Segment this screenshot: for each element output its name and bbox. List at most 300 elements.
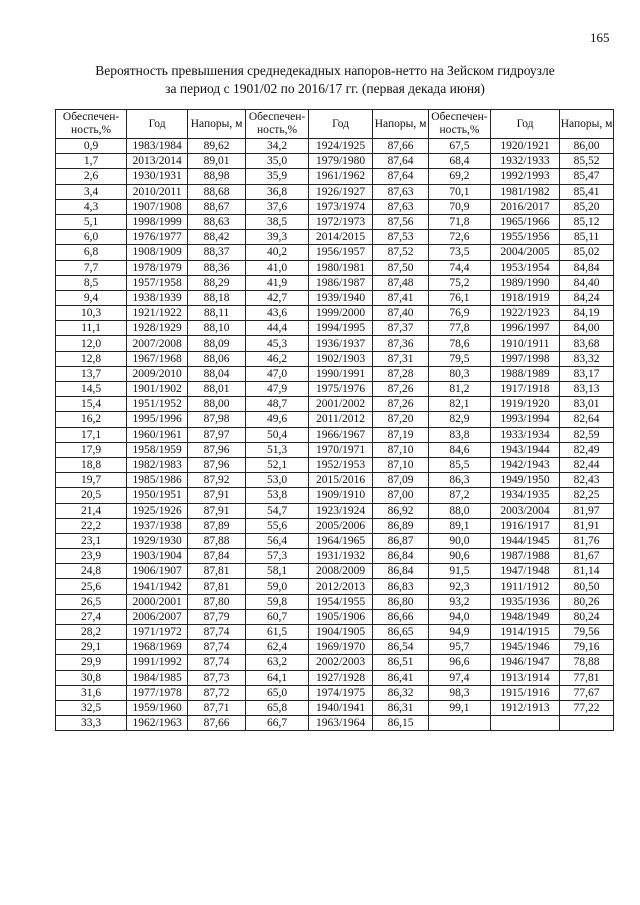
- table-cell: 86,65: [373, 625, 429, 640]
- title-line-1: Вероятность превышения среднедекадных напоров-нетто на Зейском гидроузле: [95, 63, 555, 78]
- table-cell: 1953/1954: [490, 260, 559, 275]
- table-header-row: [56, 110, 614, 139]
- table-cell: 1993/1994: [490, 412, 559, 427]
- page-number: 165: [590, 30, 610, 45]
- table-cell: 94,9: [428, 625, 490, 640]
- table-cell: 1928/1929: [127, 321, 188, 336]
- table-cell: 86,41: [373, 670, 429, 685]
- table-cell: 86,54: [373, 640, 429, 655]
- table-cell: 1950/1951: [127, 488, 188, 503]
- table-row: [56, 336, 614, 351]
- table-cell: 87,64: [373, 154, 429, 169]
- table-cell: 67,5: [428, 139, 490, 154]
- table-cell: 64,1: [246, 670, 309, 685]
- table-cell: 23,1: [56, 533, 127, 548]
- table-cell: 1952/1953: [309, 457, 373, 472]
- table-cell: 1937/1938: [127, 518, 188, 533]
- table-cell: 1917/1918: [490, 382, 559, 397]
- table-cell: 18,8: [56, 457, 127, 472]
- table-cell: 93,2: [428, 594, 490, 609]
- table-cell: 1968/1969: [127, 640, 188, 655]
- header-cell: Обеспечен-ность,%: [428, 110, 490, 139]
- table-cell: 80,3: [428, 366, 490, 381]
- table-cell: 45,3: [246, 336, 309, 351]
- table-cell: 50,4: [246, 427, 309, 442]
- table-cell: 87,66: [373, 139, 429, 154]
- table-cell: 85,02: [560, 245, 614, 260]
- table-row: [56, 473, 614, 488]
- table-row: [56, 655, 614, 670]
- table-cell: 85,20: [560, 199, 614, 214]
- table-cell: 81,76: [560, 533, 614, 548]
- table-cell: 5,1: [56, 214, 127, 229]
- table-cell: 87,26: [373, 397, 429, 412]
- table-cell: 1998/1999: [127, 214, 188, 229]
- table-cell: 2000/2001: [127, 594, 188, 609]
- table-row: [56, 275, 614, 290]
- table-cell: 44,4: [246, 321, 309, 336]
- table-cell: 87,91: [188, 488, 246, 503]
- table-cell: 56,4: [246, 533, 309, 548]
- table-cell: 86,84: [373, 549, 429, 564]
- table-cell: 2011/2012: [309, 412, 373, 427]
- table-cell: 1901/1902: [127, 382, 188, 397]
- table-cell: 1904/1905: [309, 625, 373, 640]
- table-cell: 87,79: [188, 609, 246, 624]
- table-cell: 20,5: [56, 488, 127, 503]
- table-cell: 86,3: [428, 473, 490, 488]
- table-cell: 2008/2009: [309, 564, 373, 579]
- table-cell: 1911/1912: [490, 579, 559, 594]
- table-cell: 1943/1944: [490, 442, 559, 457]
- table-cell: 2004/2005: [490, 245, 559, 260]
- table-cell: 40,2: [246, 245, 309, 260]
- table-cell: 1932/1933: [490, 154, 559, 169]
- table-cell: 47,9: [246, 382, 309, 397]
- table-cell: 70,1: [428, 184, 490, 199]
- table-cell: 87,89: [188, 518, 246, 533]
- table-cell: 1921/1922: [127, 306, 188, 321]
- table-cell: 34,2: [246, 139, 309, 154]
- table-cell: 1997/1998: [490, 351, 559, 366]
- table-cell: 88,09: [188, 336, 246, 351]
- table-cell: 80,24: [560, 609, 614, 624]
- table-cell: 1,7: [56, 154, 127, 169]
- table-cell: 28,2: [56, 625, 127, 640]
- table-cell: 1972/1973: [309, 214, 373, 229]
- table-cell: 1962/1963: [127, 716, 188, 731]
- table-cell: 2003/2004: [490, 503, 559, 518]
- table-cell: 65,8: [246, 700, 309, 715]
- table-cell: 87,31: [373, 351, 429, 366]
- table-cell: 83,01: [560, 397, 614, 412]
- table-cell: 86,92: [373, 503, 429, 518]
- table-cell: 1922/1923: [490, 306, 559, 321]
- table-cell: 87,50: [373, 260, 429, 275]
- table-row: [56, 397, 614, 412]
- table-cell: 1908/1909: [127, 245, 188, 260]
- table-cell: 30,8: [56, 670, 127, 685]
- table-cell: 2007/2008: [127, 336, 188, 351]
- table-cell: 96,6: [428, 655, 490, 670]
- table-cell: 1946/1947: [490, 655, 559, 670]
- table-cell: 2012/2013: [309, 579, 373, 594]
- table-cell: 88,04: [188, 366, 246, 381]
- table-cell: 41,0: [246, 260, 309, 275]
- table-cell: 82,44: [560, 457, 614, 472]
- table-row: [56, 564, 614, 579]
- table-cell: 87,74: [188, 640, 246, 655]
- table-cell: 1988/1989: [490, 366, 559, 381]
- table-cell: 87,88: [188, 533, 246, 548]
- table-cell: 1941/1942: [127, 579, 188, 594]
- table-cell: 76,9: [428, 306, 490, 321]
- table-cell: 49,6: [246, 412, 309, 427]
- table-row: [56, 260, 614, 275]
- table-cell: 6,8: [56, 245, 127, 260]
- table-row: [56, 670, 614, 685]
- table-row: [56, 716, 614, 731]
- table-cell: 82,43: [560, 473, 614, 488]
- table-cell: 82,25: [560, 488, 614, 503]
- header-cell: Обеспечен-ность,%: [56, 110, 127, 139]
- table-cell: 86,31: [373, 700, 429, 715]
- table-cell: 84,24: [560, 290, 614, 305]
- table-row: [56, 609, 614, 624]
- table-cell: 94,0: [428, 609, 490, 624]
- table-cell: 98,3: [428, 685, 490, 700]
- table-cell: 85,41: [560, 184, 614, 199]
- table-cell: 12,8: [56, 351, 127, 366]
- table-cell: 88,42: [188, 230, 246, 245]
- table-cell: 95,7: [428, 640, 490, 655]
- table-cell: 2,6: [56, 169, 127, 184]
- table-cell: 58,1: [246, 564, 309, 579]
- table-cell: 87,81: [188, 579, 246, 594]
- table-cell: 1992/1993: [490, 169, 559, 184]
- table-cell: 72,6: [428, 230, 490, 245]
- table-cell: 1906/1907: [127, 564, 188, 579]
- table-cell: 57,3: [246, 549, 309, 564]
- table-cell: 81,67: [560, 549, 614, 564]
- table-cell: 1912/1913: [490, 700, 559, 715]
- table-cell: 2005/2006: [309, 518, 373, 533]
- table-cell: 2016/2017: [490, 199, 559, 214]
- table-row: [56, 245, 614, 260]
- table-cell: 29,1: [56, 640, 127, 655]
- table-cell: 82,64: [560, 412, 614, 427]
- table-cell: 87,26: [373, 382, 429, 397]
- table-cell: 86,84: [373, 564, 429, 579]
- table-cell: 26,5: [56, 594, 127, 609]
- table-cell: 3,4: [56, 184, 127, 199]
- table-cell: 1975/1976: [309, 382, 373, 397]
- table-cell: 29,9: [56, 655, 127, 670]
- table-cell: 77,81: [560, 670, 614, 685]
- table-cell: 43,6: [246, 306, 309, 321]
- table-cell: 1913/1914: [490, 670, 559, 685]
- table-cell: 86,89: [373, 518, 429, 533]
- table-cell: 66,7: [246, 716, 309, 731]
- table-cell: 86,51: [373, 655, 429, 670]
- table-cell: 82,59: [560, 427, 614, 442]
- table-cell: 83,32: [560, 351, 614, 366]
- table-cell: 1983/1984: [127, 139, 188, 154]
- table-row: [56, 351, 614, 366]
- table-cell: 25,6: [56, 579, 127, 594]
- table-cell: 81,97: [560, 503, 614, 518]
- table-cell: 1959/1960: [127, 700, 188, 715]
- table-cell: 86,87: [373, 533, 429, 548]
- table-cell: 1915/1916: [490, 685, 559, 700]
- table-cell: 1973/1974: [309, 199, 373, 214]
- table-cell: 87,84: [188, 549, 246, 564]
- document-title: [60, 62, 590, 98]
- table-cell: 85,11: [560, 230, 614, 245]
- table-body: [56, 139, 614, 731]
- table-cell: 1938/1939: [127, 290, 188, 305]
- table-cell: 47,0: [246, 366, 309, 381]
- table-cell: 77,67: [560, 685, 614, 700]
- table-cell: 2015/2016: [309, 473, 373, 488]
- table-cell: 1971/1972: [127, 625, 188, 640]
- table-cell: 97,4: [428, 670, 490, 685]
- table-cell: 35,9: [246, 169, 309, 184]
- table-row: [56, 366, 614, 381]
- table-cell: 2006/2007: [127, 609, 188, 624]
- table-cell: 1933/1934: [490, 427, 559, 442]
- table-cell: 1963/1964: [309, 716, 373, 731]
- table-cell: 1940/1941: [309, 700, 373, 715]
- table-cell: 86,15: [373, 716, 429, 731]
- table-cell: 19,7: [56, 473, 127, 488]
- table-cell: 14,5: [56, 382, 127, 397]
- table-cell: 33,3: [56, 716, 127, 731]
- table-cell: 1958/1959: [127, 442, 188, 457]
- table-cell: 88,10: [188, 321, 246, 336]
- title-line-2: за период с 1901/02 по 2016/17 гг. (первая декада июня): [165, 81, 485, 96]
- table-cell: 1926/1927: [309, 184, 373, 199]
- table-cell: 83,17: [560, 366, 614, 381]
- table-cell: 79,16: [560, 640, 614, 655]
- table-cell: 65,0: [246, 685, 309, 700]
- table-row: [56, 214, 614, 229]
- table-cell: 2009/2010: [127, 366, 188, 381]
- table-cell: 63,2: [246, 655, 309, 670]
- table-cell: 1902/1903: [309, 351, 373, 366]
- table-cell: 1977/1978: [127, 685, 188, 700]
- table-cell: 46,2: [246, 351, 309, 366]
- table-cell: 35,0: [246, 154, 309, 169]
- table-row: [56, 199, 614, 214]
- table-cell: 89,01: [188, 154, 246, 169]
- table-row: [56, 640, 614, 655]
- table-cell: 52,1: [246, 457, 309, 472]
- table-cell: 87,66: [188, 716, 246, 731]
- table-cell: 1984/1985: [127, 670, 188, 685]
- table-cell: 87,73: [188, 670, 246, 685]
- table-cell: [428, 716, 490, 731]
- table-cell: 2010/2011: [127, 184, 188, 199]
- table-cell: 68,4: [428, 154, 490, 169]
- table-cell: 53,8: [246, 488, 309, 503]
- table-cell: 13,7: [56, 366, 127, 381]
- table-cell: 87,48: [373, 275, 429, 290]
- table-cell: 90,6: [428, 549, 490, 564]
- table-cell: 84,84: [560, 260, 614, 275]
- table-cell: 69,2: [428, 169, 490, 184]
- table-row: [56, 230, 614, 245]
- table-cell: 32,5: [56, 700, 127, 715]
- table-cell: 2001/2002: [309, 397, 373, 412]
- table-cell: 1989/1990: [490, 275, 559, 290]
- table-cell: 87,56: [373, 214, 429, 229]
- table-cell: 36,8: [246, 184, 309, 199]
- table-cell: 87,80: [188, 594, 246, 609]
- table-cell: 87,71: [188, 700, 246, 715]
- table-cell: 1976/1977: [127, 230, 188, 245]
- table-cell: 1961/1962: [309, 169, 373, 184]
- table-cell: 1949/1950: [490, 473, 559, 488]
- table-cell: 87,09: [373, 473, 429, 488]
- table-cell: 1936/1937: [309, 336, 373, 351]
- table-cell: 82,1: [428, 397, 490, 412]
- table-cell: 81,14: [560, 564, 614, 579]
- table-row: [56, 579, 614, 594]
- table-row: [56, 139, 614, 154]
- table-cell: 61,5: [246, 625, 309, 640]
- table-cell: 87,96: [188, 457, 246, 472]
- table-cell: 1960/1961: [127, 427, 188, 442]
- table-cell: 27,4: [56, 609, 127, 624]
- header-cell: Год: [127, 110, 188, 139]
- table-row: [56, 412, 614, 427]
- table-cell: 85,47: [560, 169, 614, 184]
- table-cell: 86,83: [373, 579, 429, 594]
- table-cell: 1914/1915: [490, 625, 559, 640]
- table-cell: 17,1: [56, 427, 127, 442]
- table-cell: 87,63: [373, 184, 429, 199]
- table-cell: 92,3: [428, 579, 490, 594]
- table-cell: 9,4: [56, 290, 127, 305]
- table-row: [56, 594, 614, 609]
- table-cell: 87,92: [188, 473, 246, 488]
- table-row: [56, 457, 614, 472]
- table-cell: 41,9: [246, 275, 309, 290]
- table-cell: 39,3: [246, 230, 309, 245]
- table-cell: 88,18: [188, 290, 246, 305]
- table-cell: 1985/1986: [127, 473, 188, 488]
- table-cell: 53,0: [246, 473, 309, 488]
- table-cell: 1965/1966: [490, 214, 559, 229]
- table-row: [56, 427, 614, 442]
- table-cell: 87,97: [188, 427, 246, 442]
- table-cell: 15,4: [56, 397, 127, 412]
- table-cell: [560, 716, 614, 731]
- table-cell: 2014/2015: [309, 230, 373, 245]
- table-cell: 1924/1925: [309, 139, 373, 154]
- table-row: [56, 442, 614, 457]
- table-cell: 22,2: [56, 518, 127, 533]
- table-cell: 85,5: [428, 457, 490, 472]
- header-cell: Напоры, м: [560, 110, 614, 139]
- table-cell: 87,63: [373, 199, 429, 214]
- table-cell: 21,4: [56, 503, 127, 518]
- table-cell: 1923/1924: [309, 503, 373, 518]
- table-cell: 84,40: [560, 275, 614, 290]
- table-cell: 1903/1904: [127, 549, 188, 564]
- table-cell: 89,62: [188, 139, 246, 154]
- table-row: [56, 700, 614, 715]
- table-row: [56, 549, 614, 564]
- table-cell: 1919/1920: [490, 397, 559, 412]
- table-cell: 60,7: [246, 609, 309, 624]
- table-cell: 86,00: [560, 139, 614, 154]
- table-cell: 87,98: [188, 412, 246, 427]
- table-cell: 1986/1987: [309, 275, 373, 290]
- table-cell: 88,68: [188, 184, 246, 199]
- table-cell: 1935/1936: [490, 594, 559, 609]
- table-cell: 91,5: [428, 564, 490, 579]
- table-cell: 59,0: [246, 579, 309, 594]
- table-cell: 1999/2000: [309, 306, 373, 321]
- table-cell: 42,7: [246, 290, 309, 305]
- table-cell: 87,74: [188, 655, 246, 670]
- table-cell: 1955/1956: [490, 230, 559, 245]
- table-cell: 86,66: [373, 609, 429, 624]
- probability-table: [55, 109, 614, 731]
- table-cell: 87,64: [373, 169, 429, 184]
- table-cell: 84,00: [560, 321, 614, 336]
- table-cell: 87,74: [188, 625, 246, 640]
- table-cell: 87,37: [373, 321, 429, 336]
- table-cell: 87,96: [188, 442, 246, 457]
- header-cell: Напоры, м: [373, 110, 429, 139]
- table-cell: 1994/1995: [309, 321, 373, 336]
- table-cell: 6,0: [56, 230, 127, 245]
- table-cell: 37,6: [246, 199, 309, 214]
- table-cell: 82,49: [560, 442, 614, 457]
- table-row: [56, 184, 614, 199]
- header-cell: Напоры, м: [188, 110, 246, 139]
- table-cell: 80,50: [560, 579, 614, 594]
- table-cell: 88,0: [428, 503, 490, 518]
- table-row: [56, 306, 614, 321]
- table-cell: 88,11: [188, 306, 246, 321]
- table-cell: 4,3: [56, 199, 127, 214]
- table-row: [56, 321, 614, 336]
- table-cell: 1920/1921: [490, 139, 559, 154]
- table-cell: 1987/1988: [490, 549, 559, 564]
- table-row: [56, 533, 614, 548]
- table-cell: 1981/1982: [490, 184, 559, 199]
- table-cell: 10,3: [56, 306, 127, 321]
- table-cell: 87,19: [373, 427, 429, 442]
- table-cell: 17,9: [56, 442, 127, 457]
- table-cell: 31,6: [56, 685, 127, 700]
- table-cell: 87,81: [188, 564, 246, 579]
- table-row: [56, 382, 614, 397]
- table-cell: 23,9: [56, 549, 127, 564]
- table-cell: 86,80: [373, 594, 429, 609]
- table-cell: 87,40: [373, 306, 429, 321]
- table-cell: 77,8: [428, 321, 490, 336]
- table-cell: 1916/1917: [490, 518, 559, 533]
- table-cell: 87,72: [188, 685, 246, 700]
- table-cell: 1907/1908: [127, 199, 188, 214]
- table-cell: 89,1: [428, 518, 490, 533]
- table-cell: 88,29: [188, 275, 246, 290]
